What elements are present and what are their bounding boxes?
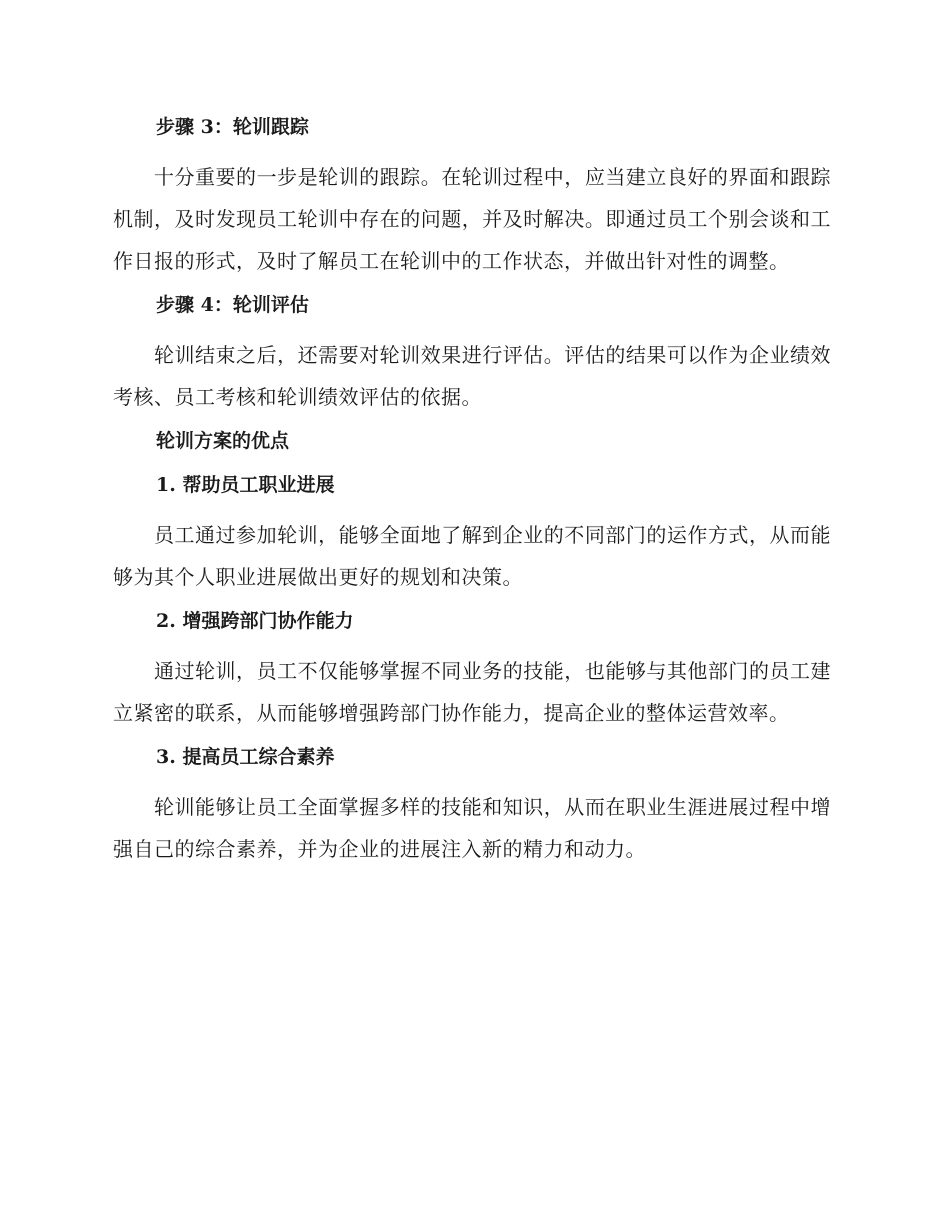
advantage-3-heading: 3. 提高员工综合素养 (156, 746, 335, 768)
step-3-paragraph: 十分重要的一步是轮训的跟踪。在轮训过程中，应当建立良好的界面和跟踪机制，及时发现员工轮训中存在的问题，并及时解决。即通过员工个别会谈和工作日报的形式，及时了解员工在轮训中的工作状态，并做出针对性的调整。 (113, 165, 831, 273)
advantage-1-paragraph: 员工通过参加轮训，能够全面地了解到企业的不同部门的运作方式，从而能够为其个人职业进展做出更好的规划和决策。 (113, 523, 831, 589)
advantages-heading: 轮训方案的优点 (156, 430, 290, 452)
advantage-1-heading: 1. 帮助员工职业进展 (156, 474, 335, 496)
step-4-paragraph: 轮训结束之后，还需要对轮训效果进行评估。评估的结果可以作为企业绩效考核、员工考核和轮训绩效评估的依据。 (113, 343, 831, 409)
step-3-heading: 步骤 3：轮训跟踪 (156, 116, 309, 138)
document-page (113, 112, 831, 878)
advantage-2-heading: 2. 增强跨部门协作能力 (156, 610, 354, 632)
advantage-3-paragraph: 轮训能够让员工全面掌握多样的技能和知识，从而在职业生涯进展过程中增强自己的综合素养，并为企业的进展注入新的精力和动力。 (113, 795, 831, 861)
step-4-heading: 步骤 4：轮训评估 (156, 294, 309, 316)
advantage-2-paragraph: 通过轮训，员工不仅能够掌握不同业务的技能，也能够与其他部门的员工建立紧密的联系，从而能够增强跨部门协作能力，提高企业的整体运营效率。 (113, 659, 831, 725)
